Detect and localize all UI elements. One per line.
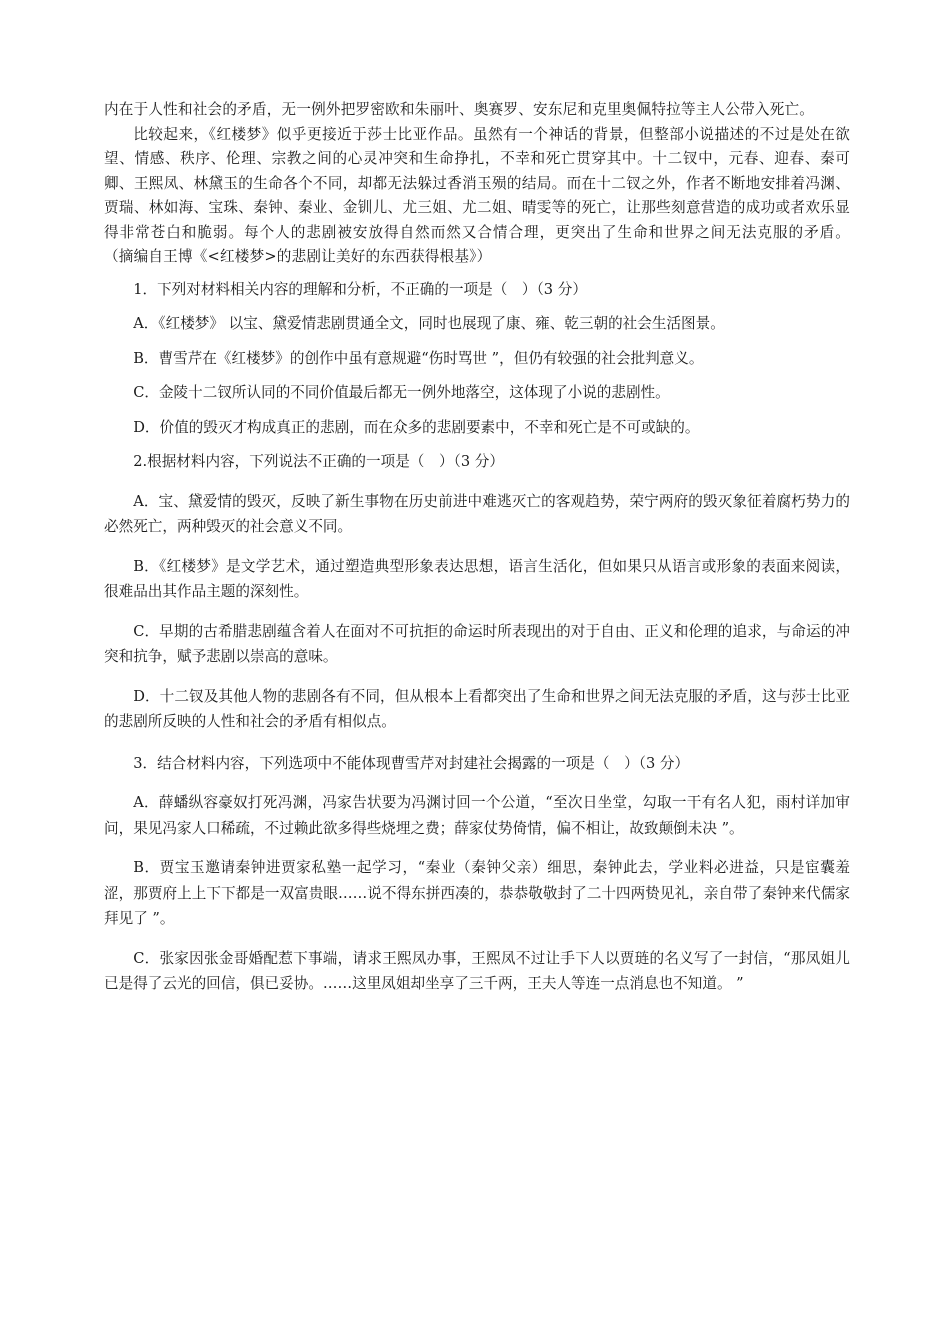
- passage-paragraph-2-text: 比较起来，《红楼梦》似乎更接近于莎士比亚作品。虽然有一个神话的背景，但整部小说描述的不过是处在欲望、情感、秩序、伦理、宗教之间的心灵冲突和生命挣扎，不幸和死亡贯穿其中。十二钗中，元春、迎春、秦可卿、王熙凤、林黛玉的生命各个不同，却都无法躲过香消玉殒的结局。而在十二钗之外，作者不断地安排着冯渊、贾瑞、林如海、宝珠、秦钟、秦业、金钏儿、尤三姐、尤二姐、晴雯等的死亡，让那些刻意营造的成功或者欢乐显得非常苍白和脆弱。每个人的悲剧被安放得自然而然又合情合理，更突出了生命和世界之间无法克服的矛盾。: [104, 125, 850, 241]
- question-3-option-b: B．贾宝玉邀请秦钟进贾家私塾一起学习，“秦业（秦钟父亲）细思，秦钟此去，学业料必进益，只是宦囊羞涩，那贾府上上下下都是一双富贵眼……说不得东拼西凑的，恭恭敬敬封了二十四两贽见礼，亲自带了秦钟来代儒家拜见了 ”。: [104, 859, 850, 927]
- document-page: [104, 98, 850, 997]
- question-2-option-d: D．十二钗及其他人物的悲剧各有不同，但从根本上看都突出了生命和世界之间无法克服的矛盾，这与莎士比亚的悲剧所反映的人性和社会的矛盾有相似点。: [104, 687, 850, 730]
- question-1-option-a: A．《红楼梦》 以宝、黛爱情悲剧贯通全文，同时也展现了康、雍、乾三朝的社会生活图景。: [133, 315, 725, 332]
- question-2-option-a: A．宝、黛爱情的毁灭，反映了新生事物在历史前进中难逃灭亡的客观趋势，荣宁两府的毁灭象征着腐朽势力的必然死亡，两种毁灭的社会意义不同。: [104, 492, 850, 535]
- passage-paragraph-2: [104, 123, 850, 270]
- passage-paragraph-1: 内在于人性和社会的矛盾，无一例外把罗密欧和朱丽叶、奥赛罗、安东尼和克里奥佩特拉等主人公带入死亡。: [104, 101, 815, 118]
- question-2-option-b: B．《红楼梦》是文学艺术，通过塑造典型形象表达思想，语言生活化，但如果只从语言或形象的表面来阅读，很难品出其作品主题的深刻性。: [104, 557, 850, 600]
- question-1-option-d: D．价值的毁灭才构成真正的悲剧，而在众多的悲剧要素中，不幸和死亡是不可或缺的。: [133, 418, 700, 436]
- question-3-option-a: A．薛蟠纵容豪奴打死冯渊，冯家告状要为冯渊讨回一个公道，“至次日坐堂，勾取一干有名人犯，雨村详加审问，果见冯家人口稀疏，不过赖此欲多得些烧埋之费；薛家仗势倚情，偏不相让，故致颠倒未决 ”。: [104, 794, 850, 837]
- question-1-option-c: C．金陵十二钗所认同的不同价值最后都无一例外地落空，这体现了小说的悲剧性。: [133, 384, 670, 401]
- passage-source: （摘编自王博《<红楼梦>的悲剧让美好的东西获得根基》）: [104, 248, 492, 265]
- question-1-option-b: B．曹雪芹在《红楼梦》的创作中虽有意规避“伤时骂世 ”，但仍有较强的社会批判意义。: [133, 349, 704, 367]
- question-2-option-c: C．早期的古希腊悲剧蕴含着人在面对不可抗拒的命运时所表现出的对于自由、正义和伦理的追求，与命运的冲突和抗争，赋予悲剧以崇高的意味。: [104, 622, 850, 665]
- question-1-stem: 1．下列对材料相关内容的理解和分析，不正确的一项是（ ）（3 分）: [133, 280, 587, 298]
- question-3-stem: 3．结合材料内容，下列选项中不能体现曹雪芹对封建社会揭露的一项是（ ）（3 分）: [133, 754, 690, 772]
- question-3-option-c: C．张家因张金哥婚配惹下事端，请求王熙凤办事，王熙凤不过让手下人以贾琏的名义写了一封信，“那凤姐儿已是得了云光的回信，俱已妥协。……这里凤姐却坐享了三千两，王夫人等连一点消息也不知道。 ”: [104, 949, 850, 992]
- question-2-stem: 2.根据材料内容，下列说法不正确的一项是（ ）（3 分）: [133, 453, 504, 470]
